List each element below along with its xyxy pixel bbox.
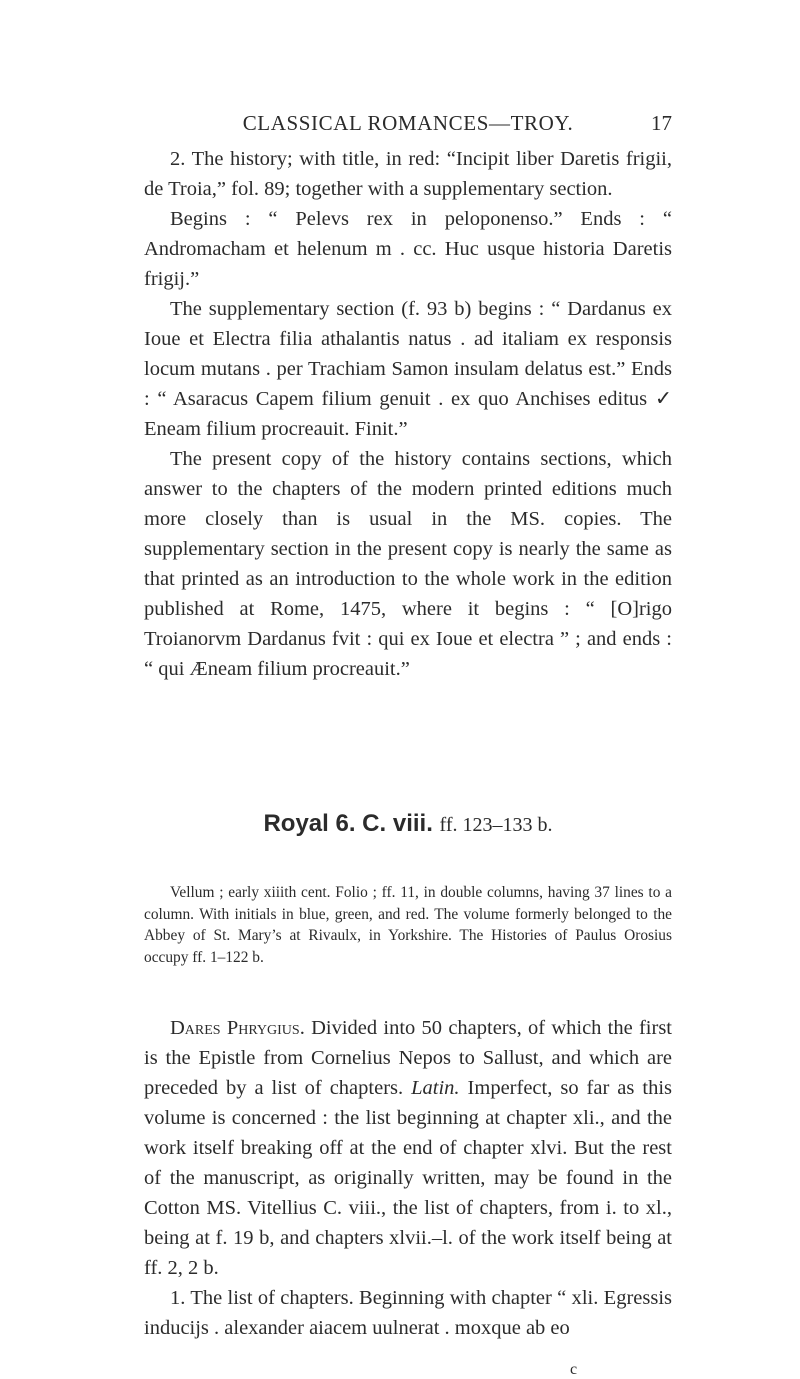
running-head bbox=[144, 107, 672, 139]
dares-text-b: Imperfect, so far as this volume is concerned : the list beginning at chapter xli., and the work itself breaking off at the end of chapter xlvi. But the rest of the manuscript, as originally written, may be found in the Cotton MS. Vitellius C. viii., the list of chapters, from i. to xl., being at f. 19 b, and chapters xlvii.–l. of the work itself being at ff. 2, 2 b. bbox=[144, 1077, 673, 1279]
history-section bbox=[144, 144, 672, 684]
paragraph-begins-ends: Begins : “ Pelevs rex in peloponenso.” Ends : “ Andromacham et helenum m . cc. Huc usque historia Daretis frigij.” bbox=[144, 208, 672, 290]
manuscript-folios: ff. 123–133 b. bbox=[439, 814, 553, 836]
paragraph-present-copy: The present copy of the history contains sections, which answer to the chapters of the modern printed editions much more closely than is usual in the MS. copies. The supplementary section in the present copy is nearly the same as that printed as an introduction to the whole work in the edition published at Rome, 1475, where it begins : “ [O]rigo Troianorvm Dardanus fvit : qui ex Ioue et electra ” ; and ends : “ qui Æneam filium procreauit.” bbox=[144, 448, 672, 680]
dares-text-a: Divided into 50 chapters, of which the first is the Epistle from Cornelius Nepos to Sallust, and which are preceded by a list of chapters. bbox=[144, 1017, 673, 1099]
manuscript-description bbox=[144, 882, 672, 968]
signature-mark: c bbox=[570, 1361, 578, 1378]
paragraph-description: Vellum ; early xiiith cent. Folio ; ff. 11, in double columns, having 37 lines to a column. With initials in blue, green, and red. The volume formerly belonged to the Abbey of St. Mary’s at Rivaulx, in Yorkshire. The Histories of Paulus Orosius occupy ff. 1–122 b. bbox=[144, 884, 672, 966]
dares-section bbox=[144, 1013, 672, 1343]
author-name: Dares Phrygius. bbox=[170, 1017, 305, 1039]
paragraph-dares-intro bbox=[144, 1013, 672, 1283]
language-label: Latin. bbox=[411, 1077, 460, 1099]
manuscript-shelfmark: Royal 6. C. viii. bbox=[263, 810, 433, 837]
running-title: CLASSICAL ROMANCES—TROY. bbox=[242, 111, 574, 135]
paragraph-list-of-chapters: 1. The list of chapters. Beginning with chapter “ xli. Egressis inducijs . alexander aiacem uulnerat . moxque ab eo bbox=[144, 1287, 672, 1339]
paragraph-history-title: 2. The history; with title, in red: “Incipit liber Daretis frigii, de Troia,” fol. 89; together with a supplementary section. bbox=[144, 148, 672, 200]
manuscript-heading bbox=[144, 806, 672, 843]
paragraph-supplementary-section: The supplementary section (f. 93 b) begins : “ Dardanus ex Ioue et Electra filia athalantis natus . ad italiam ex responsis locum mutans . per Trachiam Samon insulam delatus est.” Ends : “ Asaracus Capem filium genuit . ex quo Anchises editus ✓ Eneam filium procreauit. Finit.” bbox=[144, 298, 672, 440]
page-number: 17 bbox=[651, 111, 672, 135]
